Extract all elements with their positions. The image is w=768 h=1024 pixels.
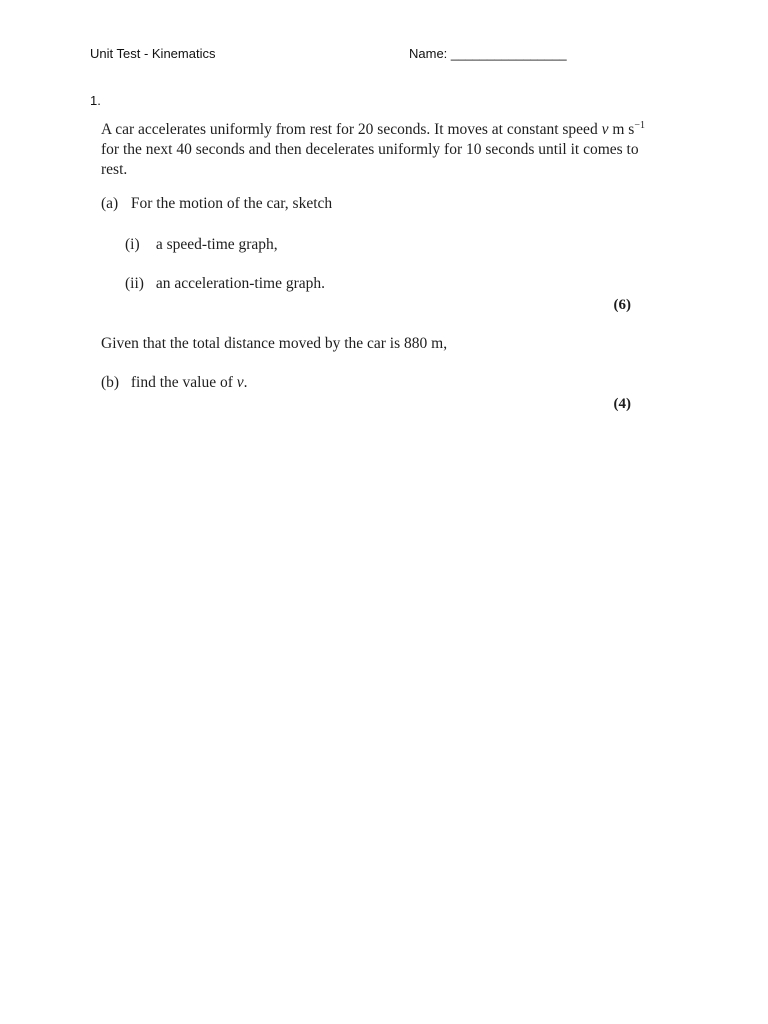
stem-line-2: for the next 40 seconds and then decelerates uniformly for 10 seconds until it comes to	[101, 141, 639, 159]
part-b-variable: v	[236, 374, 244, 391]
part-a-ii-label: (ii)	[125, 275, 144, 292]
question-number: 1.	[90, 93, 101, 108]
part-a-i-label: (i)	[125, 236, 140, 253]
part-a-label: (a)	[101, 195, 119, 212]
part-b-text: find the value of	[130, 374, 237, 391]
part-a-text: For the motion of the car, sketch	[130, 195, 333, 212]
part-a-i	[125, 236, 278, 254]
part-a-ii	[125, 275, 325, 293]
marks-part-a: (6)	[613, 297, 631, 313]
part-a-ii-text: an acceleration-time graph.	[155, 275, 325, 292]
marks-part-b: (4)	[613, 396, 631, 412]
part-b-label: (b)	[101, 374, 120, 391]
part-a	[101, 195, 332, 213]
given-statement: Given that the total distance moved by the car is 880 m,	[101, 335, 448, 352]
part-a-i-text: a speed-time graph,	[155, 236, 278, 253]
unit-exponent: −1	[634, 120, 645, 131]
question-stem	[101, 116, 645, 180]
speed-variable: v	[601, 121, 609, 139]
test-title: Unit Test - Kinematics	[90, 46, 216, 61]
name-field-label: Name: ________________	[409, 46, 567, 61]
speed-unit: m s	[608, 121, 635, 139]
stem-line-1: A car accelerates uniformly from rest for 20 seconds. It moves at constant speed v m $s^{-1}$	[101, 120, 645, 139]
stem-line-3: rest.	[101, 161, 128, 179]
part-b: (b) find the value of v.	[101, 374, 248, 391]
